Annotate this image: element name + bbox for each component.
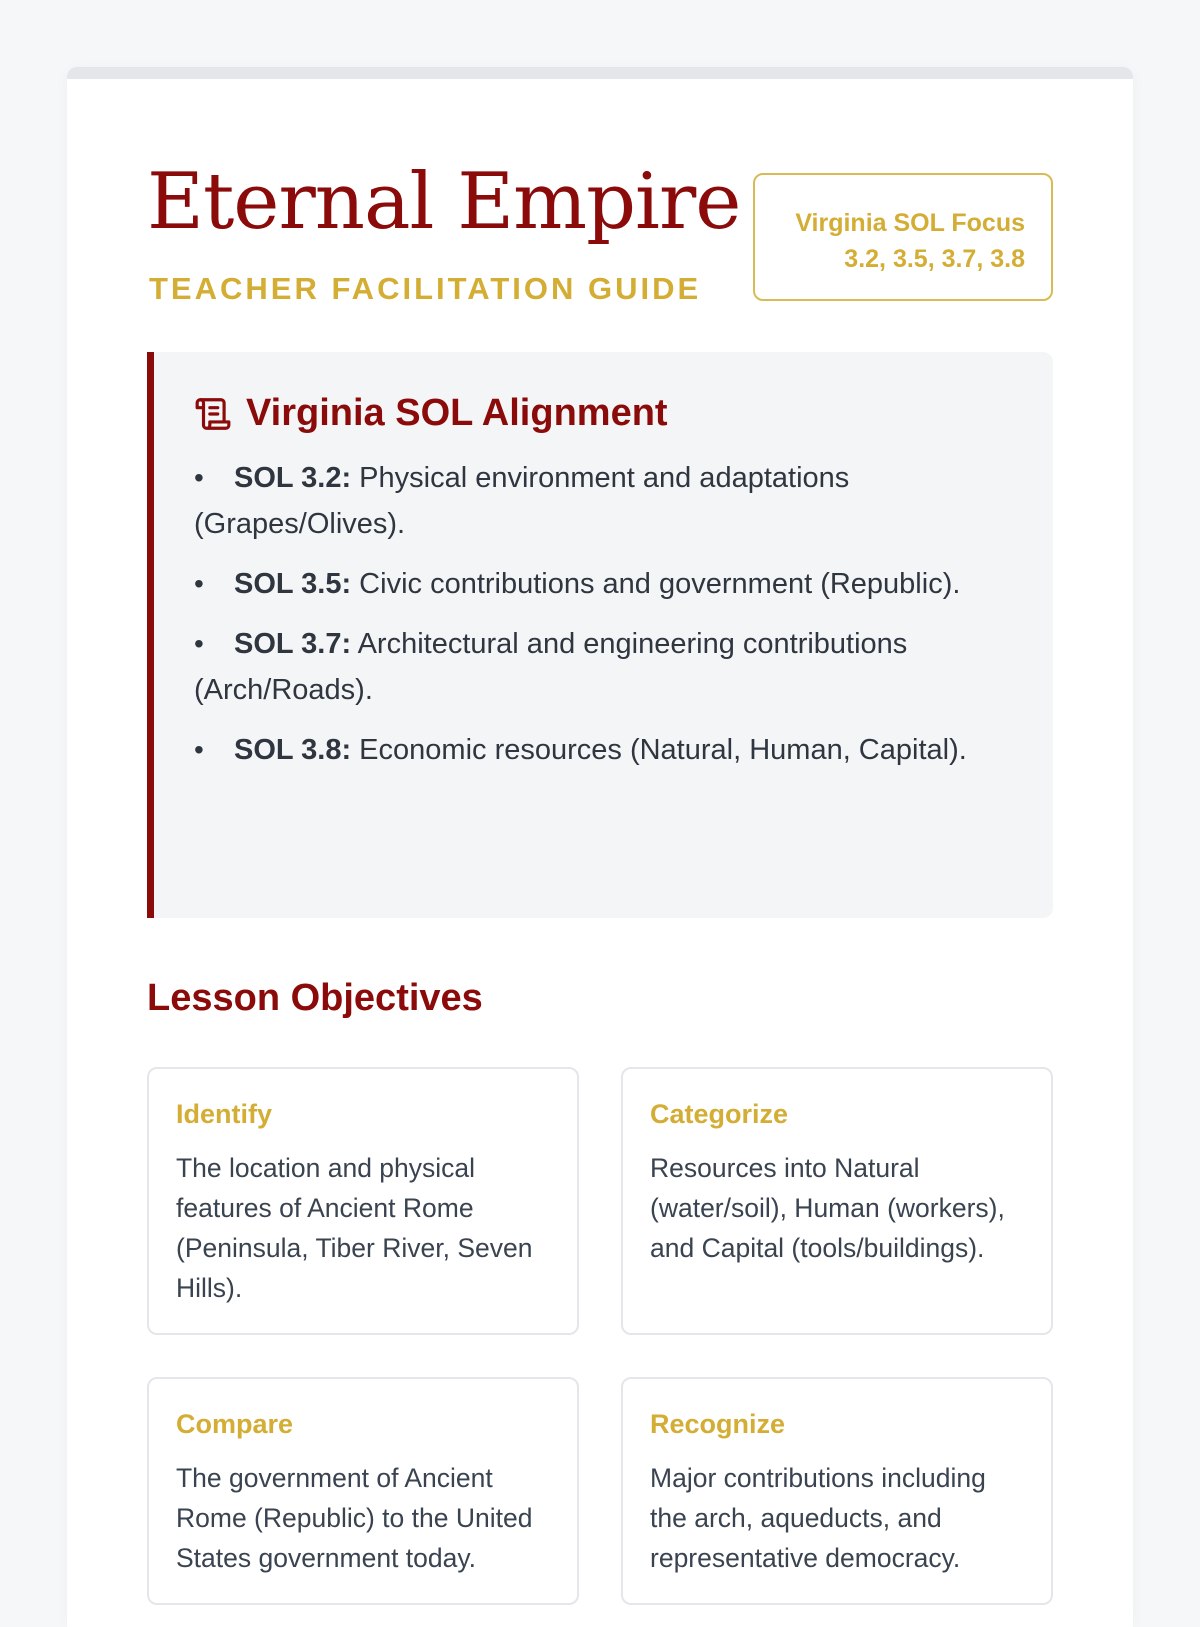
- objective-description: Major contributions including the arch, aqueducts, and representative democracy.: [650, 1463, 986, 1573]
- objective-description: The location and physical features of Ancient Rome (Peninsula, Tiber River, Seven Hills).: [176, 1153, 533, 1303]
- objective-title: Compare: [176, 1409, 294, 1439]
- bullet-icon: •: [194, 734, 204, 765]
- sol-focus-badge: [753, 173, 1053, 301]
- objective-card-categorize: [621, 1067, 1053, 1335]
- objective-cards: [147, 1067, 1053, 1605]
- sol-list: [194, 455, 1023, 773]
- objective-description: The government of Ancient Rome (Republic) to the United States government today.: [176, 1463, 533, 1573]
- sol-description: Economic resources (Natural, Human, Capital).: [351, 734, 967, 766]
- sol-alignment-panel: [147, 352, 1053, 918]
- sol-focus-label: Virginia SOL Focus: [795, 209, 1025, 237]
- sol-code: SOL 3.2:: [234, 462, 352, 494]
- bullet-icon: •: [194, 628, 204, 659]
- scroll-icon: [194, 395, 232, 433]
- guide-page: [67, 67, 1133, 1627]
- sol-description: Civic contributions and government (Republic).: [351, 568, 961, 600]
- sol-alignment-heading: [194, 392, 1023, 435]
- objective-title: Recognize: [650, 1409, 786, 1439]
- sol-code: SOL 3.8:: [234, 734, 352, 766]
- sol-focus-standards: 3.2, 3.5, 3.7, 3.8: [844, 245, 1025, 273]
- bullet-icon: •: [194, 462, 204, 493]
- sol-item: [194, 727, 1023, 773]
- page-title: Eternal Empire: [147, 157, 741, 247]
- sol-item: [194, 621, 1023, 713]
- page-header: [147, 157, 1053, 306]
- sol-code: SOL 3.5:: [234, 568, 352, 600]
- page-subtitle: TEACHER FACILITATION GUIDE: [149, 271, 702, 306]
- sol-item: [194, 561, 1023, 607]
- lesson-objectives-heading: Lesson Objectives: [147, 977, 483, 1019]
- objective-card-identify: [147, 1067, 579, 1335]
- objective-title: Identify: [176, 1099, 273, 1129]
- objective-card-recognize: [621, 1377, 1053, 1605]
- sol-code: SOL 3.7:: [234, 628, 352, 660]
- sol-alignment-title: Virginia SOL Alignment: [246, 392, 668, 434]
- sol-description: Architectural and engineering contributions (Arch/Roads).: [194, 628, 908, 706]
- objective-title: Categorize: [650, 1099, 789, 1129]
- bullet-icon: •: [194, 568, 204, 599]
- sol-description: Physical environment and adaptations (Grapes/Olives).: [194, 462, 850, 540]
- objective-description: Resources into Natural (water/soil), Human (workers), and Capital (tools/buildings).: [650, 1153, 1005, 1263]
- objective-card-compare: [147, 1377, 579, 1605]
- sol-item: [194, 455, 1023, 547]
